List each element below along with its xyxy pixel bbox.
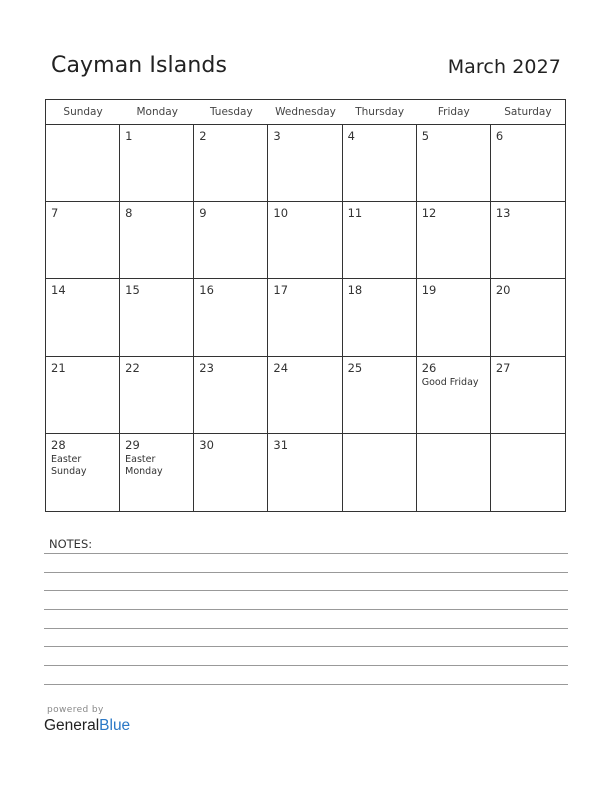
weekday-header-row [46,100,565,125]
day-number: 9 [199,206,207,221]
day-cell [46,279,120,356]
day-cell [491,279,565,356]
day-cell [491,125,565,202]
day-cell [491,357,565,434]
note-line [44,553,568,554]
day-number: 26 [421,360,437,375]
day-number: 7 [51,206,59,221]
day-number: 6 [495,129,504,143]
note-line [44,646,568,647]
weekday-thursday: Thursday [355,106,405,118]
day-cell [343,202,417,279]
day-cell [417,202,491,279]
brand-general: General [44,717,100,734]
day-cell [194,357,268,434]
day-number: 11 [347,206,363,221]
day-cell [268,434,342,511]
day-cell [46,125,120,202]
brand-logo [44,717,130,735]
page-title: Cayman Islands [51,53,228,78]
day-cell [194,125,268,202]
day-cell [343,125,417,202]
powered-by-label: powered by [47,705,104,715]
day-number: 14 [51,283,66,298]
notes-label: NOTES: [49,537,93,551]
weekday-sunday: Sunday [63,106,103,118]
day-number: 30 [199,437,214,452]
day-cell [491,434,565,511]
day-cell [194,279,268,356]
day-cell [46,357,120,434]
calendar-weeks [46,125,565,511]
day-cell [417,357,491,434]
weekday-monday: Monday [136,106,178,118]
day-number: 5 [421,129,430,143]
day-cell [491,202,565,279]
note-line [44,665,568,666]
day-cell [46,434,120,511]
note-line [44,572,568,573]
note-line [44,590,568,591]
day-number: 10 [273,206,289,221]
day-number: 15 [125,283,140,298]
day-number: 18 [347,283,363,298]
day-number: 4 [347,129,355,143]
day-number: 29 [125,437,140,452]
day-cell [120,434,194,511]
day-number: 24 [273,360,289,375]
weekday-wednesday: Wednesday [275,106,336,118]
day-cell [343,279,417,356]
day-cell [417,279,491,356]
holiday-label: Easter Sunday [51,453,87,477]
day-cell [194,202,268,279]
weekday-tuesday: Tuesday [209,106,253,118]
day-number: 17 [273,283,289,298]
day-number: 22 [125,360,140,375]
day-number: 8 [125,206,133,221]
holiday-label: Good Friday [421,376,479,388]
note-line [44,609,568,610]
day-number: 19 [421,283,437,298]
day-number: 13 [495,206,511,221]
day-cell [120,357,194,434]
day-number: 27 [495,360,511,375]
day-number: 2 [199,129,207,143]
day-number: 31 [273,437,289,452]
day-number: 12 [421,206,437,221]
holiday-label: Easter Monday [125,453,163,477]
day-number: 16 [199,283,214,298]
day-cell [120,202,194,279]
day-number: 3 [273,129,281,143]
day-cell [120,279,194,356]
brand-blue: Blue [99,717,131,734]
day-cell [268,357,342,434]
day-cell [417,434,491,511]
day-number: 20 [495,283,511,298]
day-number: 21 [51,360,66,375]
month-year-label: March 2027 [447,56,561,78]
weekday-friday: Friday [437,106,470,118]
day-number: 23 [199,360,214,375]
day-cell [417,125,491,202]
note-line [44,628,568,629]
day-cell [268,125,342,202]
weekday-saturday: Saturday [504,106,552,118]
calendar-grid [45,99,566,512]
day-number: 25 [347,360,363,375]
day-cell [46,202,120,279]
day-cell [268,202,342,279]
day-number: 28 [51,437,66,452]
day-cell [343,434,417,511]
day-cell [343,357,417,434]
day-number: 1 [125,129,133,143]
day-cell [194,434,268,511]
note-line [44,684,568,685]
day-cell [268,279,342,356]
day-cell [120,125,194,202]
